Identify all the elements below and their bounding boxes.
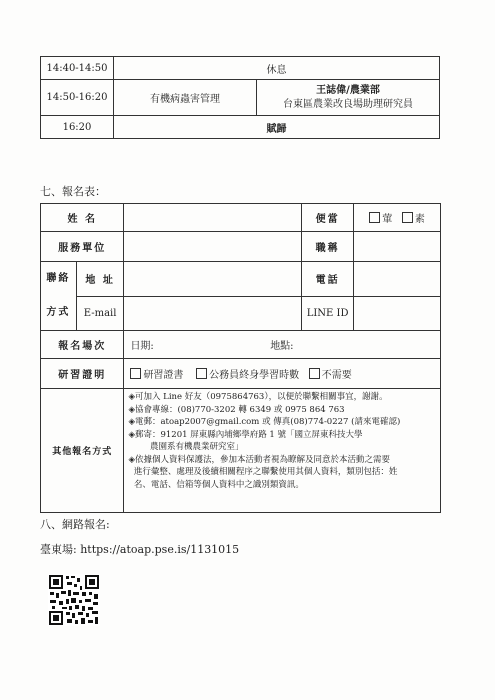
unit-field[interactable] [124, 232, 302, 262]
other-line: 農園系有機農業研究室」 [128, 442, 244, 452]
date-label: 日期: [130, 341, 154, 352]
veg-checkbox[interactable] [402, 212, 413, 223]
cert-opt2: 公務員終身學習時數 [209, 370, 300, 381]
phone-field[interactable] [354, 262, 441, 297]
other-line: ◈協會專線：(08)770-3202 轉 6349 或 0975 864 763 [128, 404, 345, 415]
section8-title: 八、網路報名: [40, 518, 110, 531]
table-row [41, 359, 441, 389]
other-line: ◈電郵：atoap2007@gmail.com 或 傳真(08)774-0227 (請來電確認) [128, 417, 401, 427]
table-row [41, 80, 440, 116]
meat-option: 葷 [382, 214, 393, 225]
speaker-affiliation: 台東區農業改良場助理研究員 [283, 98, 413, 110]
other-line: ◈郵寄：91201 屏東縣內埔鄉學府路 1 號「國立屏東科技大學 [128, 429, 363, 440]
name-label: 姓 名 [41, 204, 124, 232]
diet-label: 便當 [302, 204, 354, 232]
time-cell: 14:40-14:50 [41, 57, 114, 80]
cert-options [124, 359, 441, 389]
job-title-label: 職稱 [302, 232, 354, 262]
venue-label: 報名場次 [41, 331, 124, 359]
speaker-name: 王誌偉/農業部 [316, 84, 380, 96]
other-line: ◈依據個人資料保護法，參加本活動者視為瞭解及同意於本活動之需要 [128, 454, 390, 465]
cert-opt3: 不需要 [321, 370, 352, 381]
other-methods [124, 389, 441, 513]
lineid-field[interactable] [354, 296, 441, 331]
table-row [41, 116, 440, 139]
meat-checkbox[interactable] [369, 212, 380, 223]
other-method-label: 其他報名方式 [41, 389, 124, 513]
unit-label: 服務單位 [41, 232, 124, 262]
cert-opt3-checkbox[interactable] [309, 368, 320, 379]
table-row [41, 296, 441, 331]
email-field[interactable] [124, 296, 302, 331]
other-line: ◈可加入 Line 好友（0975864763），以便於聯繫相關事宜，謝謝。 [128, 392, 388, 402]
table-row [41, 57, 440, 80]
time-cell: 14:50-16:20 [41, 80, 114, 116]
other-line: 進行彙整、處理及後續相關程序之聯繫使用其個人資料，類別包括：姓 [128, 467, 398, 477]
cert-opt2-checkbox[interactable] [196, 368, 207, 379]
veg-option: 素 [414, 214, 425, 225]
table-row [41, 204, 441, 232]
registration-form [40, 203, 441, 513]
table-row [41, 331, 441, 359]
contact-label-line2: 方式 [46, 307, 71, 318]
place-label: 地點: [270, 341, 294, 352]
topic-cell: 賦歸 [114, 116, 440, 139]
cert-label: 研習證明 [41, 359, 124, 389]
cert-opt1-checkbox[interactable] [130, 368, 141, 379]
address-field[interactable] [124, 262, 302, 297]
job-title-field[interactable] [354, 232, 441, 262]
venue-field[interactable] [124, 331, 441, 359]
contact-label-line1: 聯絡 [46, 273, 71, 284]
section7-title: 七、報名表： [40, 185, 106, 198]
time-cell: 16:20 [41, 116, 114, 139]
qr-code-icon [48, 574, 100, 626]
diet-options [354, 204, 441, 232]
table-row [41, 262, 441, 297]
contact-label [41, 262, 77, 331]
other-line: 名、電話、信箱等個人資料中之識別類資訊。 [128, 479, 304, 490]
online-registration-link[interactable]: 臺東場: https://atoap.pse.is/1131015 [40, 543, 240, 556]
address-label: 地 址 [76, 262, 124, 297]
phone-label: 電話 [302, 262, 354, 297]
schedule-table [40, 56, 440, 139]
cert-opt1: 研習證書 [143, 370, 184, 381]
table-row [41, 232, 441, 262]
topic-cell: 有機病蟲害管理 [114, 80, 257, 116]
table-row [41, 389, 441, 513]
name-field[interactable] [124, 204, 302, 232]
speaker-cell [257, 80, 440, 116]
lineid-label: LINE ID [302, 296, 354, 331]
topic-cell: 休息 [114, 57, 440, 80]
email-label: E-mail [76, 296, 124, 331]
